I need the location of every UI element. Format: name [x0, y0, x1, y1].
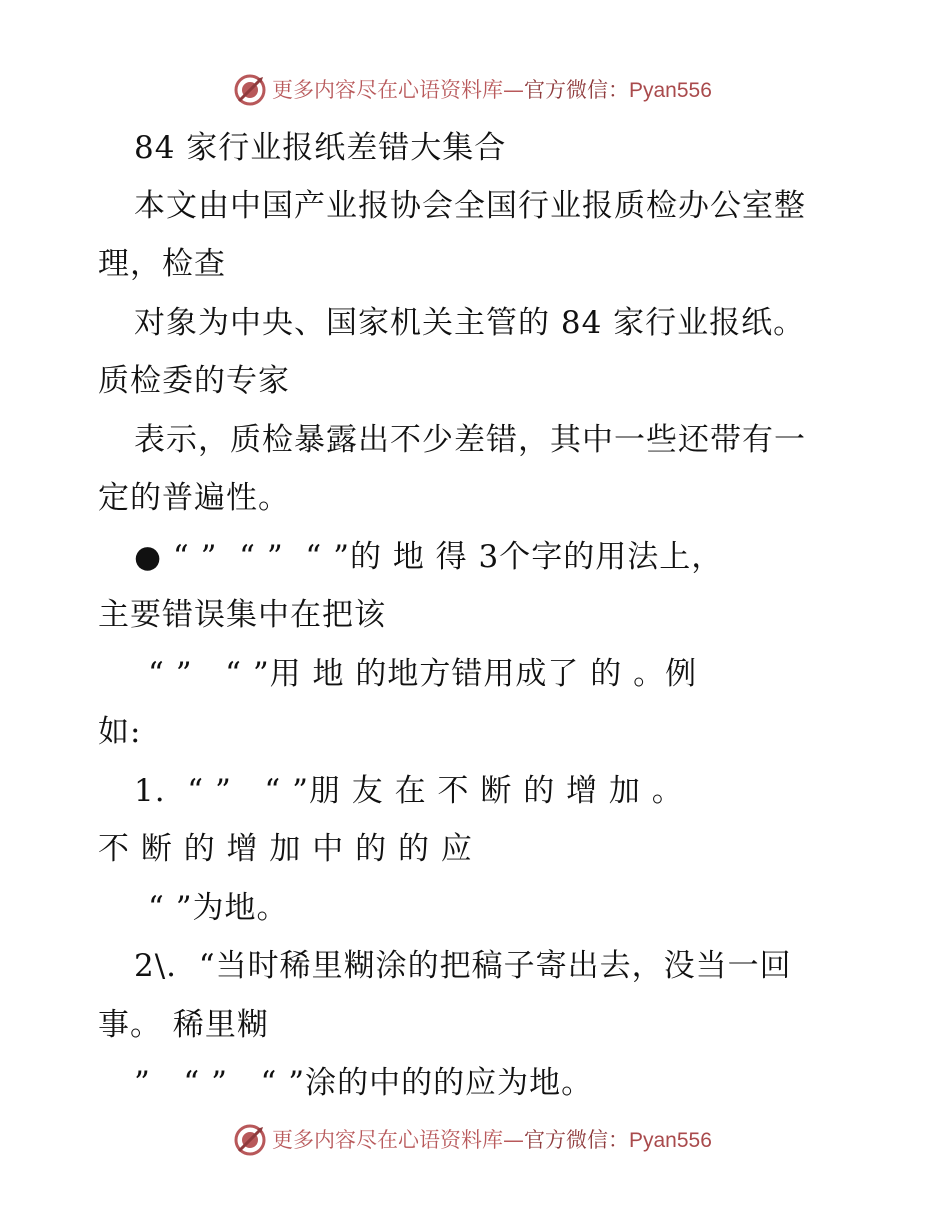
pen-logo-icon: [233, 1123, 267, 1157]
paragraph-line: “ ”为地。: [148, 890, 289, 926]
watermark-slogan: 更多内容尽在心语资料库: [272, 78, 503, 102]
watermark-official-label: 官方微信：: [524, 78, 629, 102]
paragraph-line: 表示，质检暴露出不少差错，其中一些还带有一: [134, 422, 806, 458]
paragraph-line: 本文由中国产业报协会全国行业报质检办公室整: [134, 188, 806, 224]
watermark-official-label: 官方微信：: [524, 1128, 629, 1152]
paragraph-line: 1. “ ” “ ”朋 友 在 不 断 的 增 加 。: [134, 773, 684, 809]
paragraph-line: 不 断 的 增 加 中 的 的 应: [98, 831, 473, 867]
paragraph-line: 理，检查: [98, 246, 226, 282]
paragraph-line: 主要错误集中在把该: [98, 597, 386, 633]
pen-logo-icon: [233, 73, 267, 107]
paragraph-line: ● “ ” “ ” “ ”的 地 得 3个字的用法上，: [134, 539, 724, 575]
watermark-dash: —: [503, 78, 524, 102]
document-title: 84 家行业报纸差错大集合: [134, 130, 507, 166]
watermark-wechat-id: Pyan556: [629, 1129, 712, 1152]
paragraph-line: ” “ ” “ ”涂的中的的应为地。: [134, 1065, 594, 1101]
watermark-dash: —: [503, 1128, 524, 1152]
paragraph-line: 对象为中央、国家机关主管的 84 家行业报纸。: [134, 305, 806, 341]
watermark-banner-top: [0, 70, 950, 110]
watermark-slogan: 更多内容尽在心语资料库: [272, 1128, 503, 1152]
watermark-wechat-id: Pyan556: [629, 79, 712, 102]
paragraph-line: 事。 稀里糊: [98, 1007, 269, 1043]
paragraph-line: 如:: [98, 714, 142, 750]
watermark-banner-bottom: [0, 1120, 950, 1160]
watermark-text: [272, 77, 712, 104]
paragraph-line: 质检委的专家: [98, 363, 290, 399]
paragraph-line: 2\. “当时稀里糊涂的把稿子寄出去，没当一回: [134, 948, 792, 984]
watermark-text: [272, 1127, 712, 1154]
paragraph-line: “ ” “ ”用 地 的地方错用成了 的 。例: [148, 656, 698, 692]
paragraph-line: 定的普遍性。: [98, 480, 290, 516]
